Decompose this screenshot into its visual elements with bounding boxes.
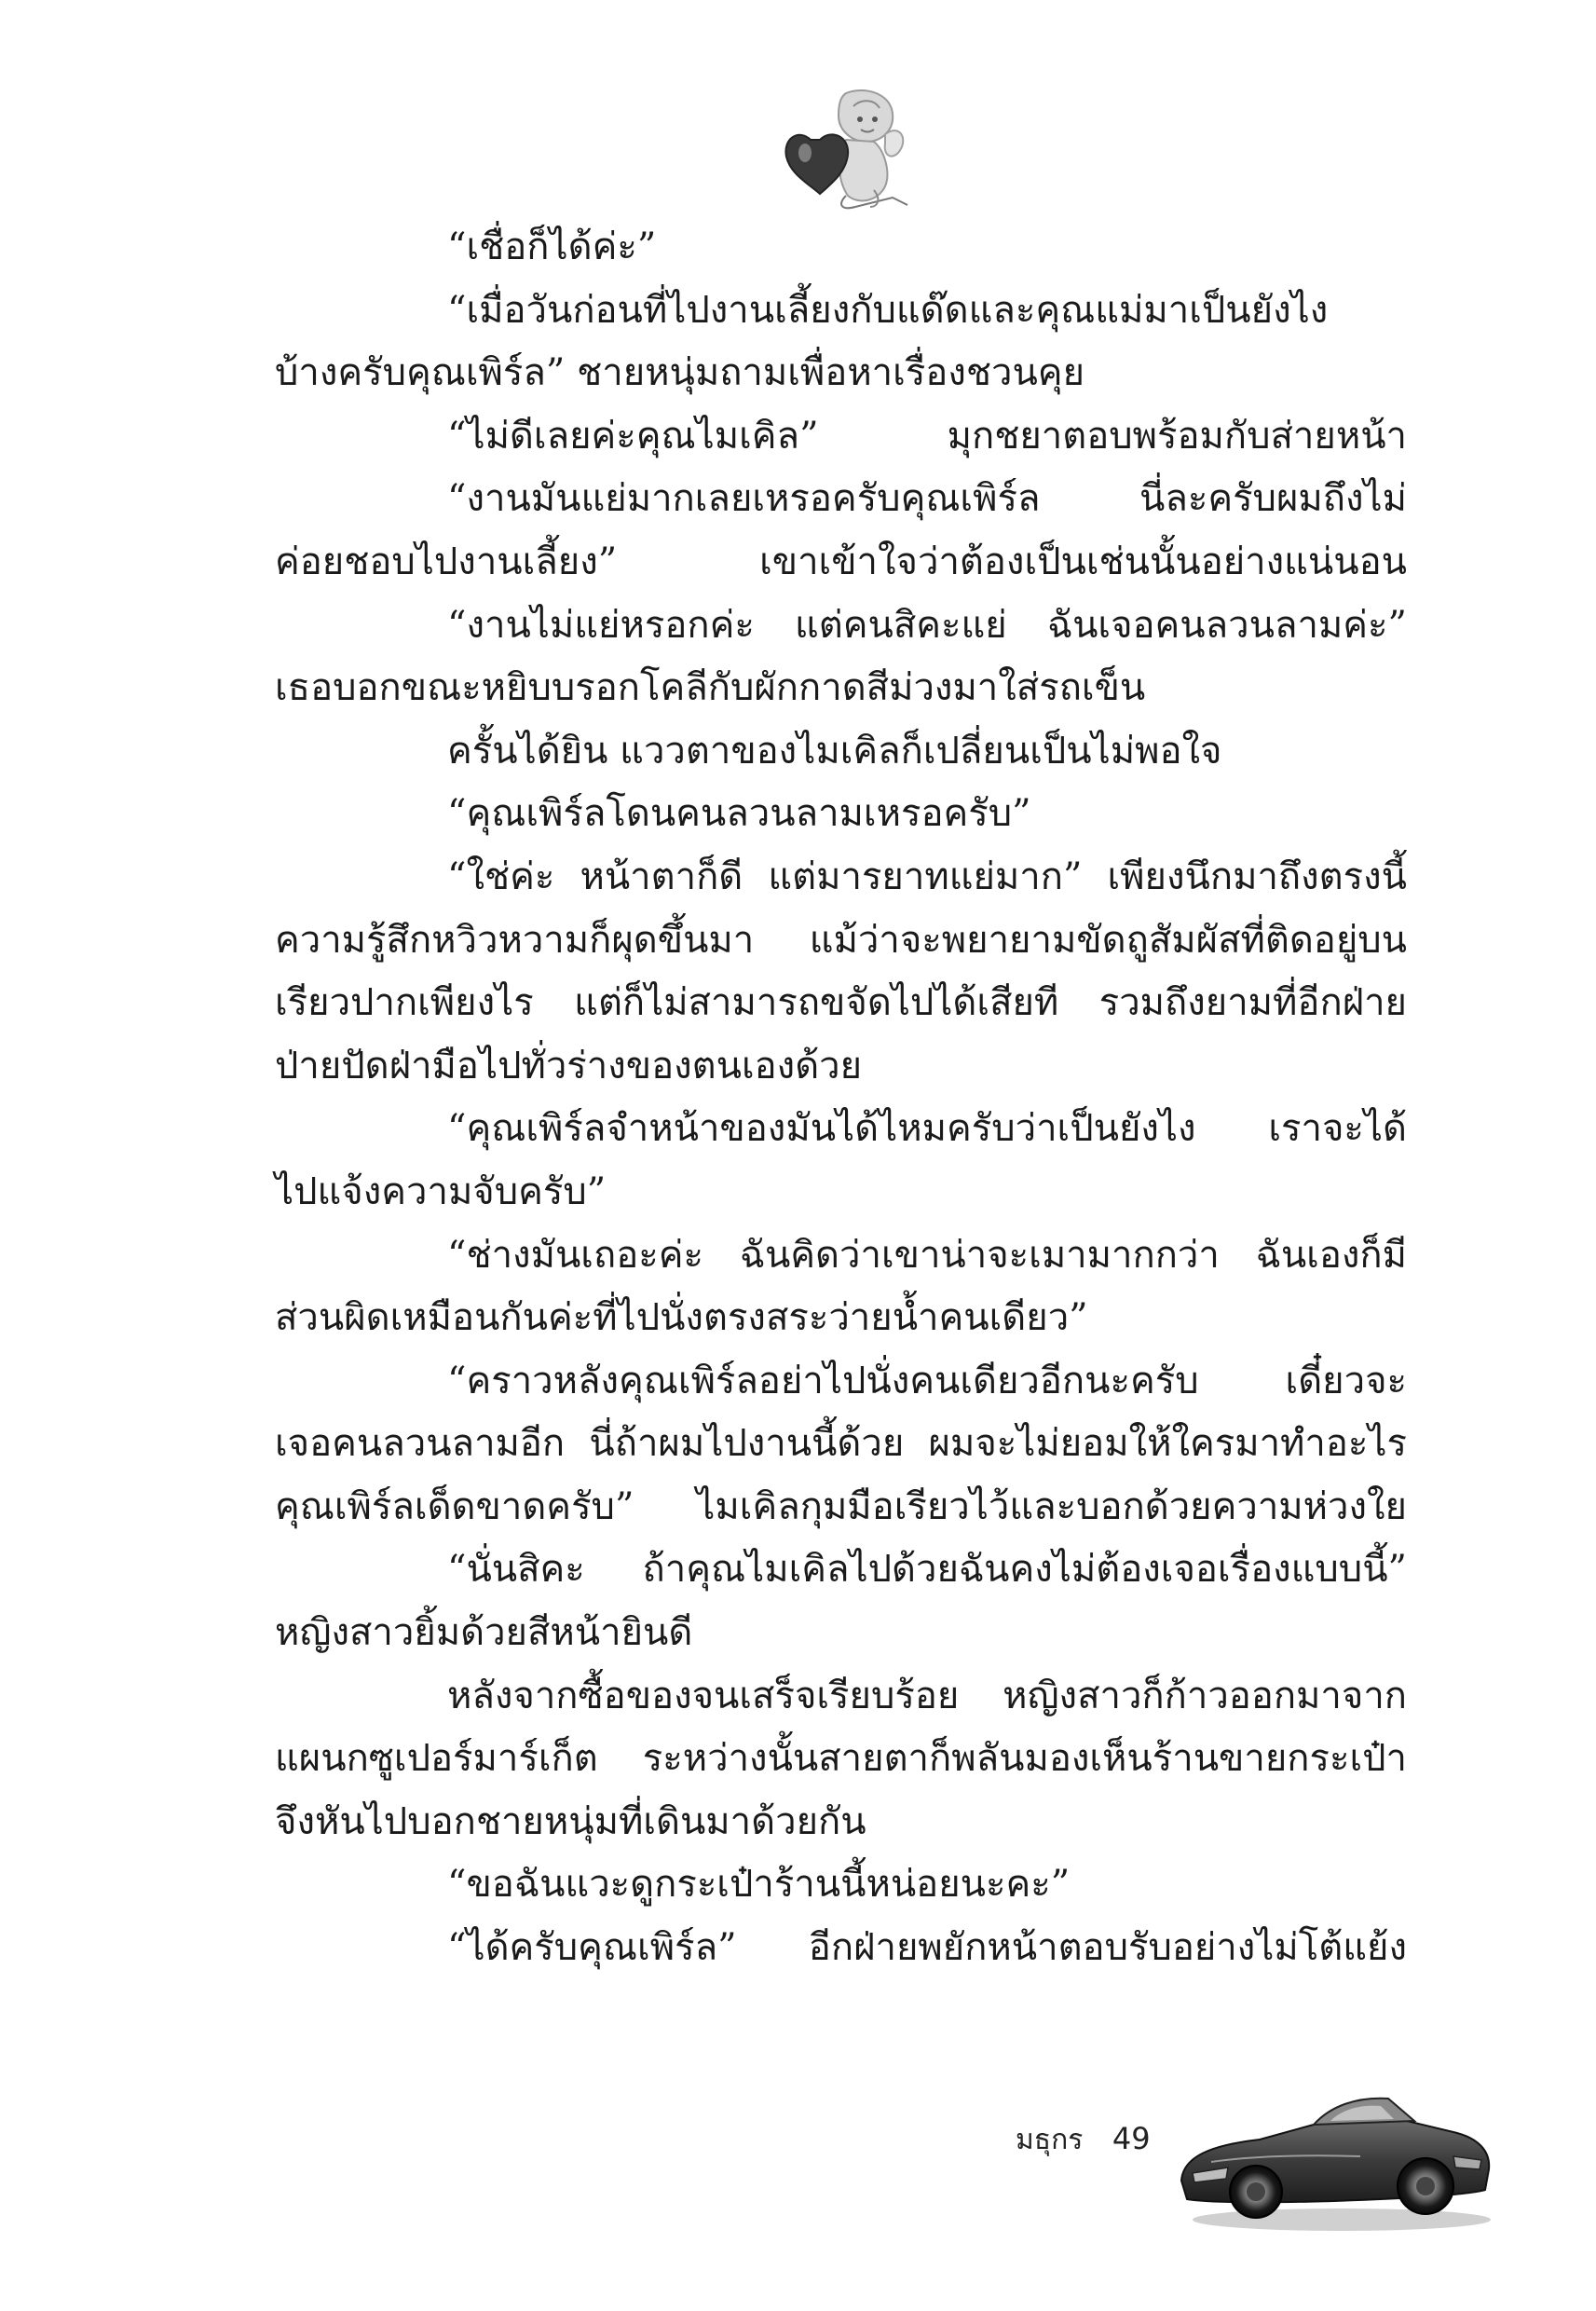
text-line: ความรู้สึกหวิวหวามก็ผุดขึ้นมา แม้ว่าจะพยายามขัดถูสัมผัสที่ติดอยู่บน (275, 918, 1407, 962)
body-text (275, 216, 1407, 1980)
text-line: “เชื่อก็ได้ค่ะ” (447, 226, 657, 268)
text-line: “นั่นสิคะ ถ้าคุณไมเคิลไปด้วยฉันคงไม่ต้องเจอเรื่องแบบนี้” (447, 1548, 1407, 1592)
text-line: ส่วนผิดเหมือนกันค่ะที่ไปนั่งตรงสระว่ายน้ำคนเดียว” (275, 1296, 1088, 1340)
text-line: คุณเพิร์ลเด็ดขาดครับ” ไมเคิลกุมมือเรียวไว้และบอกด้วยความห่วงใย (275, 1484, 1407, 1528)
text-line: “เมื่อวันก่อนที่ไปงานเลี้ยงกับแด๊ดและคุณแม่มาเป็นยังไง (447, 288, 1329, 332)
text-line: “งานมันแย่มากเลยเหรอครับคุณเพิร์ล นี่ละครับผมถึงไม่ (447, 477, 1407, 521)
text-line: ครั้นได้ยิน แววตาของไมเคิลก็เปลี่ยนเป็นไม่พอใจ (447, 729, 1222, 773)
convertible-car-icon (1174, 2071, 1495, 2234)
text-line: “ไม่ดีเลยค่ะคุณไมเคิล” มุกชยาตอบพร้อมกับส่ายหน้า (447, 414, 1407, 458)
page-number: 49 (1112, 2121, 1151, 2156)
text-line: ป่ายปัดฝ่ามือไปทั่วร่างของตนเองด้วย (275, 1044, 863, 1087)
text-line: “คุณเพิร์ลโดนคนลวนลามเหรอครับ” (447, 792, 1031, 836)
text-line: “ได้ครับคุณเพิร์ล” อีกฝ่ายพยักหน้าตอบรับอย่างไม่โต้แย้ง (447, 1926, 1407, 1970)
text-line: “คราวหลังคุณเพิร์ลอย่าไปนั่งคนเดียวอีกนะครับ เดี๋ยวจะ (447, 1359, 1407, 1402)
text-line: จึงหันไปบอกชายหนุ่มที่เดินมาด้วยกัน (275, 1799, 866, 1843)
text-line: “คุณเพิร์ลจำหน้าของมันได้ไหมครับว่าเป็นยังไง เราจะได้ (447, 1107, 1407, 1151)
text-line: แผนกซูเปอร์มาร์เก็ต ระหว่างนั้นสายตาก็พลันมองเห็นร้านขายกระเป๋า (275, 1737, 1407, 1781)
text-line: “ช่างมันเถอะค่ะ ฉันคิดว่าเขาน่าจะเมามากกว่า ฉันเองก็มี (447, 1233, 1407, 1277)
text-line: หญิงสาวยิ้มด้วยสีหน้ายินดี (275, 1611, 693, 1655)
text-line: หลังจากซื้อของจนเสร็จเรียบร้อย หญิงสาวก็ก้าวออกมาจาก (447, 1674, 1407, 1717)
text-line: ค่อยชอบไปงานเลี้ยง” เขาเข้าใจว่าต้องเป็นเช่นนั้นอย่างแน่นอน (275, 540, 1407, 583)
text-line: เรียวปากเพียงไร แต่ก็ไม่สามารถขจัดไปได้เสียที รวมถึงยามที่อีกฝ่าย (275, 981, 1407, 1025)
text-line: “งานไม่แย่หรอกค่ะ แต่คนสิคะแย่ ฉันเจอคนลวนลามค่ะ” (447, 603, 1407, 647)
page-footer (1016, 2115, 1151, 2162)
book-title: มธุกร (1016, 2124, 1084, 2156)
text-line: “ใช่ค่ะ หน้าตาก็ดี แต่มารยาทแย่มาก” เพียงนึกมาถึงตรงนี้ (447, 855, 1407, 898)
cupid-with-heart-icon (781, 86, 911, 212)
text-line: ไปแจ้งความจับครับ” (275, 1169, 607, 1213)
text-line: เจอคนลวนลามอีก นี่ถ้าผมไปงานนี้ด้วย ผมจะไม่ยอมให้ใครมาทำอะไร (275, 1422, 1407, 1466)
text-line: บ้างครับคุณเพิร์ล” ชายหนุ่มถามเพื่อหาเรื่องชวนคุย (275, 351, 1085, 395)
text-line: “ขอฉันแวะดูกระเป๋าร้านนี้หน่อยนะคะ” (447, 1863, 1071, 1907)
text-line: เธอบอกขณะหยิบบรอกโคลีกับผักกาดสีม่วงมาใส่รถเข็น (275, 666, 1146, 710)
